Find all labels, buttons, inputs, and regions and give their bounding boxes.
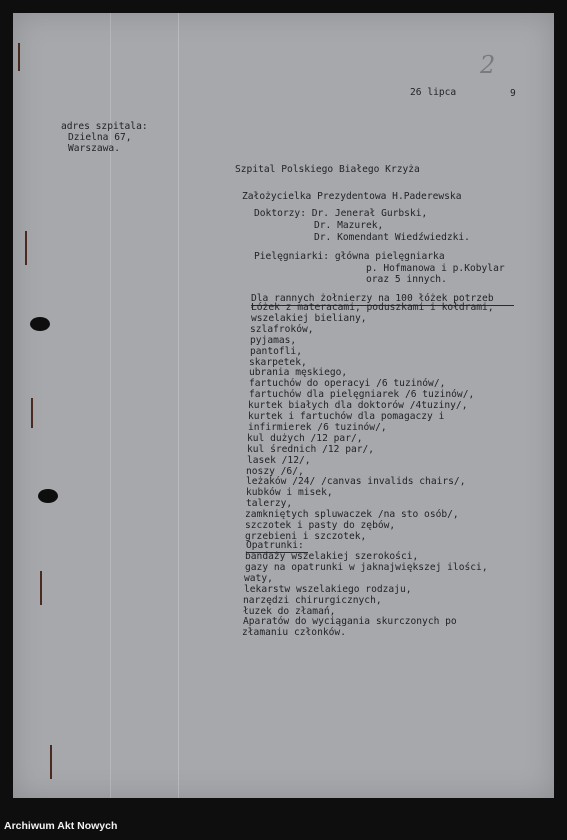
dressing-item: gazy na opatrunki w jaknajwiększej ilości, xyxy=(245,561,488,573)
supply-item: pantofli, xyxy=(250,345,302,357)
supply-item: zamkniętych spluwaczek /na sto osób/, xyxy=(245,509,459,521)
doctor-line: Dr. Komendant Wiedźwiedzki. xyxy=(314,232,470,243)
binding-mark xyxy=(40,571,42,605)
supply-item: fartuchów do operacyi /6 tuzinów/, xyxy=(249,378,446,390)
punch-hole xyxy=(30,317,50,331)
dressing-item: waty, xyxy=(244,572,273,584)
supply-item: szczotek i pasty do zębów, xyxy=(245,520,396,531)
nurse-line: oraz 5 innych. xyxy=(366,274,447,285)
address-street: Dzielna 67, xyxy=(68,132,132,143)
address-label: adres szpitala: xyxy=(61,121,148,132)
dressing-item: łuzek do złamań, xyxy=(243,605,336,617)
dressing-item: lekarstw wszelakiego rodzaju, xyxy=(244,583,412,595)
supply-item: Łóżek z materacami, poduszkami i kołdrami, xyxy=(251,302,494,313)
dressing-item: złamaniu członków. xyxy=(242,627,346,639)
doctor-line: Dr. Mazurek, xyxy=(314,220,384,231)
nurses-line: Pielęgniarki: główna pielęgniarka xyxy=(254,251,445,262)
dressing-item: Aparatów do wyciągania skurczonych po xyxy=(243,616,457,628)
founder-line: Założycielka Prezydentowa H.Paderewska xyxy=(242,191,462,202)
dressings-heading: Opatrunki: xyxy=(246,540,304,551)
document-date: 26 lipca xyxy=(410,87,457,98)
supply-item: skarpetek, xyxy=(249,356,307,368)
binding-mark xyxy=(50,745,52,779)
document-title: Szpital Polskiego Białego Krzyża xyxy=(235,164,420,175)
supply-item: kul dużych /12 par/, xyxy=(247,432,363,444)
supply-item: ubrania męskiego, xyxy=(249,367,348,379)
supply-item: noszy /6/, xyxy=(246,465,304,477)
supply-item: szlafroków, xyxy=(250,323,314,335)
doctors-line: Doktorzy: Dr. Jenerał Gurbski, xyxy=(254,208,428,219)
address-city: Warszawa. xyxy=(68,143,120,154)
handwritten-page-number: 2 xyxy=(480,51,496,79)
supply-item: infirmierek /6 tuzinów/, xyxy=(248,421,387,433)
fold-line xyxy=(178,13,179,798)
supply-item: kurtek białych dla doktorów /4tuziny/, xyxy=(248,400,468,412)
dressing-item: narzędzi chirurgicznych, xyxy=(243,594,382,606)
supply-item: fartuchów dla pielęgniarek /6 tuzinów/, xyxy=(249,389,475,401)
supply-item: talerzy, xyxy=(246,498,293,510)
document-page xyxy=(13,13,554,798)
page-marker: 9 xyxy=(510,88,516,99)
supply-item: grzebieni i szczotek, xyxy=(245,530,367,542)
supply-item: kul średnich /12 par/, xyxy=(247,443,375,455)
supply-item: leżaków /24/ /canvas invalids chairs/, xyxy=(246,476,466,488)
needs-heading: Dla rannych żołnierzy na 100 łóżek potrzeb xyxy=(251,293,494,304)
binding-mark xyxy=(31,398,33,428)
supply-item: wszelakiej bieliany, xyxy=(251,312,367,324)
supply-item: kurtek i fartuchów dla pomagaczy i xyxy=(248,411,445,422)
dressing-item: bandaży wszelakiej szerokości, xyxy=(245,551,419,562)
binding-mark xyxy=(25,231,27,265)
nurse-line: p. Hofmanowa i p.Kobylar xyxy=(366,263,505,274)
supply-item: lasek /12/, xyxy=(247,454,311,466)
supply-item: pyjamas, xyxy=(250,334,297,346)
punch-hole xyxy=(38,489,58,503)
supply-item: kubków i misek, xyxy=(246,487,333,499)
binding-mark xyxy=(18,43,20,71)
archive-credit: Archiwum Akt Nowych xyxy=(4,820,118,832)
